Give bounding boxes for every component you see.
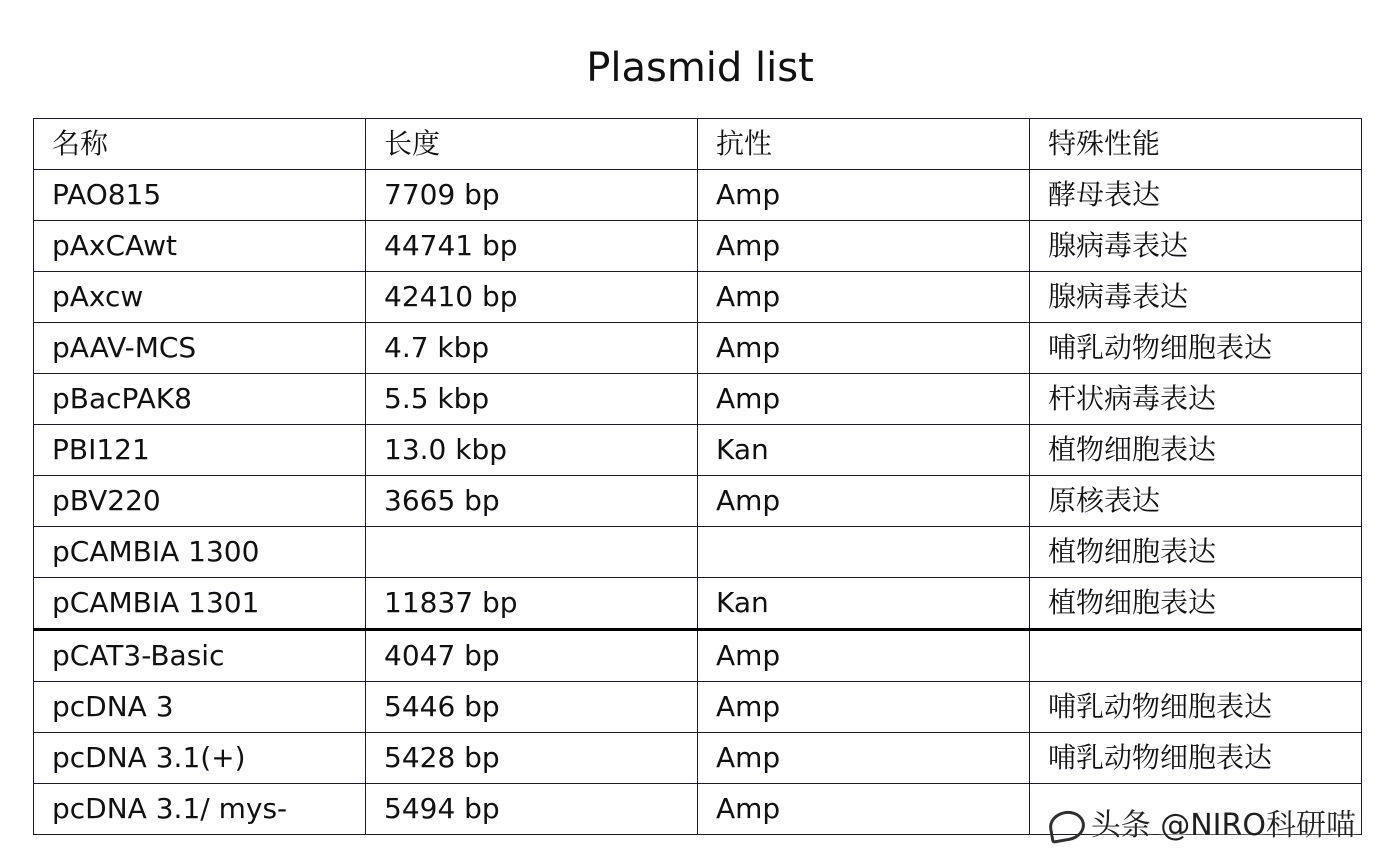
cell-name: pAxCAwt (34, 221, 366, 272)
header-length: 长度 (366, 119, 698, 170)
logo-icon (1046, 808, 1087, 844)
cell-name: pcDNA 3 (34, 682, 366, 733)
watermark-text: 头条 @NIRO科研喵 (1090, 808, 1356, 843)
cell-length: 5494 bp (366, 784, 698, 835)
cell-name: pCAMBIA 1301 (34, 578, 366, 630)
cell-resistance: Amp (698, 682, 1030, 733)
cell-name: pcDNA 3.1/ mys- (34, 784, 366, 835)
cell-resistance: Amp (698, 221, 1030, 272)
cell-special-feature: 植物细胞表达 (1030, 578, 1362, 630)
cell-resistance (698, 527, 1030, 578)
cell-length: 3665 bp (366, 476, 698, 527)
header-special-feature: 特殊性能 (1030, 119, 1362, 170)
cell-special-feature: 腺病毒表达 (1030, 272, 1362, 323)
watermark (1049, 806, 1356, 846)
table-row (34, 733, 1362, 784)
cell-length: 13.0 kbp (366, 425, 698, 476)
table-row (34, 272, 1362, 323)
cell-name: pAxcw (34, 272, 366, 323)
cell-special-feature: 植物细胞表达 (1030, 527, 1362, 578)
cell-special-feature (1030, 630, 1362, 682)
cell-resistance: Amp (698, 323, 1030, 374)
table-row (34, 527, 1362, 578)
cell-resistance: Kan (698, 578, 1030, 630)
cell-special-feature: 腺病毒表达 (1030, 221, 1362, 272)
cell-resistance: Amp (698, 272, 1030, 323)
cell-special-feature: 原核表达 (1030, 476, 1362, 527)
table-row (34, 221, 1362, 272)
cell-length: 4.7 kbp (366, 323, 698, 374)
cell-special-feature: 哺乳动物细胞表达 (1030, 323, 1362, 374)
cell-name: pBV220 (34, 476, 366, 527)
cell-name: PBI121 (34, 425, 366, 476)
cell-name: pcDNA 3.1(+) (34, 733, 366, 784)
cell-name: pBacPAK8 (34, 374, 366, 425)
cell-length: 44741 bp (366, 221, 698, 272)
table-row (34, 682, 1362, 733)
cell-resistance: Amp (698, 374, 1030, 425)
header-resistance: 抗性 (698, 119, 1030, 170)
cell-length: 5446 bp (366, 682, 698, 733)
cell-special-feature: 杆状病毒表达 (1030, 374, 1362, 425)
cell-special-feature: 酵母表达 (1030, 170, 1362, 221)
plasmid-table (33, 118, 1362, 835)
cell-length: 42410 bp (366, 272, 698, 323)
cell-resistance: Amp (698, 170, 1030, 221)
cell-length: 11837 bp (366, 578, 698, 630)
table-row (34, 170, 1362, 221)
cell-resistance: Amp (698, 630, 1030, 682)
table-row (34, 323, 1362, 374)
header-name: 名称 (34, 119, 366, 170)
cell-special-feature: 哺乳动物细胞表达 (1030, 682, 1362, 733)
cell-length: 4047 bp (366, 630, 698, 682)
table-row (34, 425, 1362, 476)
table-header-row (34, 119, 1362, 170)
cell-resistance: Kan (698, 425, 1030, 476)
cell-name: PAO815 (34, 170, 366, 221)
cell-special-feature: 哺乳动物细胞表达 (1030, 733, 1362, 784)
table-row (34, 374, 1362, 425)
cell-special-feature: 植物细胞表达 (1030, 425, 1362, 476)
table-row (34, 630, 1362, 682)
cell-name: pCAMBIA 1300 (34, 527, 366, 578)
cell-length: 5428 bp (366, 733, 698, 784)
cell-resistance: Amp (698, 476, 1030, 527)
cell-length: 5.5 kbp (366, 374, 698, 425)
cell-resistance: Amp (698, 733, 1030, 784)
table-row (34, 578, 1362, 630)
cell-name: pCAT3-Basic (34, 630, 366, 682)
cell-length: 7709 bp (366, 170, 698, 221)
cell-resistance: Amp (698, 784, 1030, 835)
cell-name: pAAV-MCS (34, 323, 366, 374)
table-row (34, 476, 1362, 527)
page-title: Plasmid list (586, 45, 814, 91)
cell-length (366, 527, 698, 578)
